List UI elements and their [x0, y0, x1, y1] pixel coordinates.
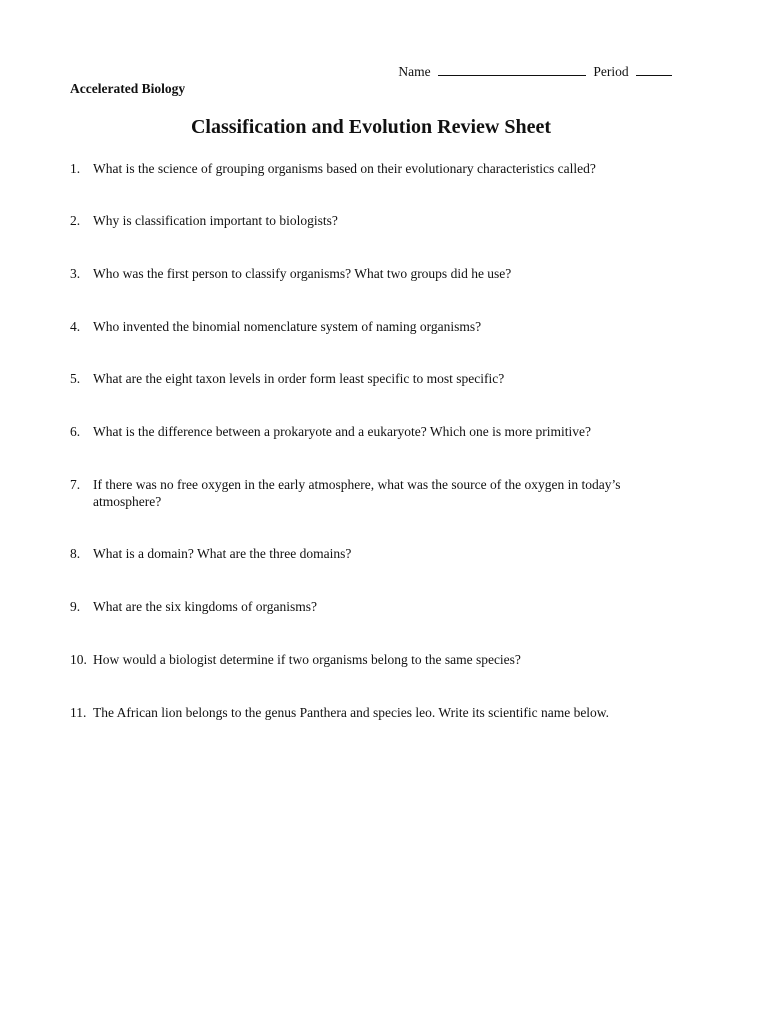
question-number: 4. [70, 319, 81, 334]
question-text: The African lion belongs to the genus Panthera and species leo. Write its scientific name below. [93, 705, 610, 720]
question-item [70, 476, 680, 545]
question-number: 3. [70, 266, 81, 281]
question-number: 7. [70, 477, 81, 492]
question-number: 8. [70, 546, 81, 561]
period-label: Period [593, 64, 629, 79]
question-text: Who was the first person to classify organisms? What two groups did he use? [93, 266, 512, 281]
question-item [70, 545, 680, 598]
question-text: Who invented the binomial nomenclature system of naming organisms? [93, 319, 482, 334]
question-number: 9. [70, 599, 81, 614]
question-item [70, 318, 680, 370]
period-blank[interactable] [636, 63, 672, 76]
question-number: 2. [70, 213, 81, 228]
question-item [70, 160, 680, 212]
question-item [70, 423, 680, 476]
question-text: How would a biologist determine if two organisms belong to the same species? [93, 652, 521, 667]
question-text: What are the eight taxon levels in order form least specific to most specific? [93, 371, 505, 386]
question-number: 10. [70, 652, 87, 667]
name-blank[interactable] [438, 63, 586, 76]
page-title: Classification and Evolution Review Sheet [190, 116, 552, 138]
question-item [70, 704, 680, 721]
question-number: 6. [70, 424, 81, 439]
question-list [70, 160, 680, 721]
question-number: 5. [70, 371, 81, 386]
question-text: What are the six kingdoms of organisms? [93, 599, 317, 614]
name-label: Name [398, 64, 431, 79]
question-item [70, 370, 680, 423]
question-number: 11. [70, 705, 87, 720]
question-item [70, 598, 680, 651]
question-text: What is a domain? What are the three domains? [93, 546, 352, 561]
question-text: Why is classification important to biologists? [93, 213, 338, 228]
question-text: What is the science of grouping organisms based on their evolutionary characteristics called? [93, 161, 596, 176]
question-item [70, 651, 680, 704]
question-text: If there was no free oxygen in the early atmosphere, what was the source of the oxygen in today’s atmosphere? [93, 477, 621, 509]
question-number: 1. [70, 161, 81, 176]
course-name: Accelerated Biology [70, 81, 186, 96]
header-fields [398, 63, 672, 80]
question-text: What is the difference between a prokaryote and a eukaryote? Which one is more primitive? [93, 424, 592, 439]
question-item [70, 265, 680, 318]
question-item [70, 212, 680, 265]
